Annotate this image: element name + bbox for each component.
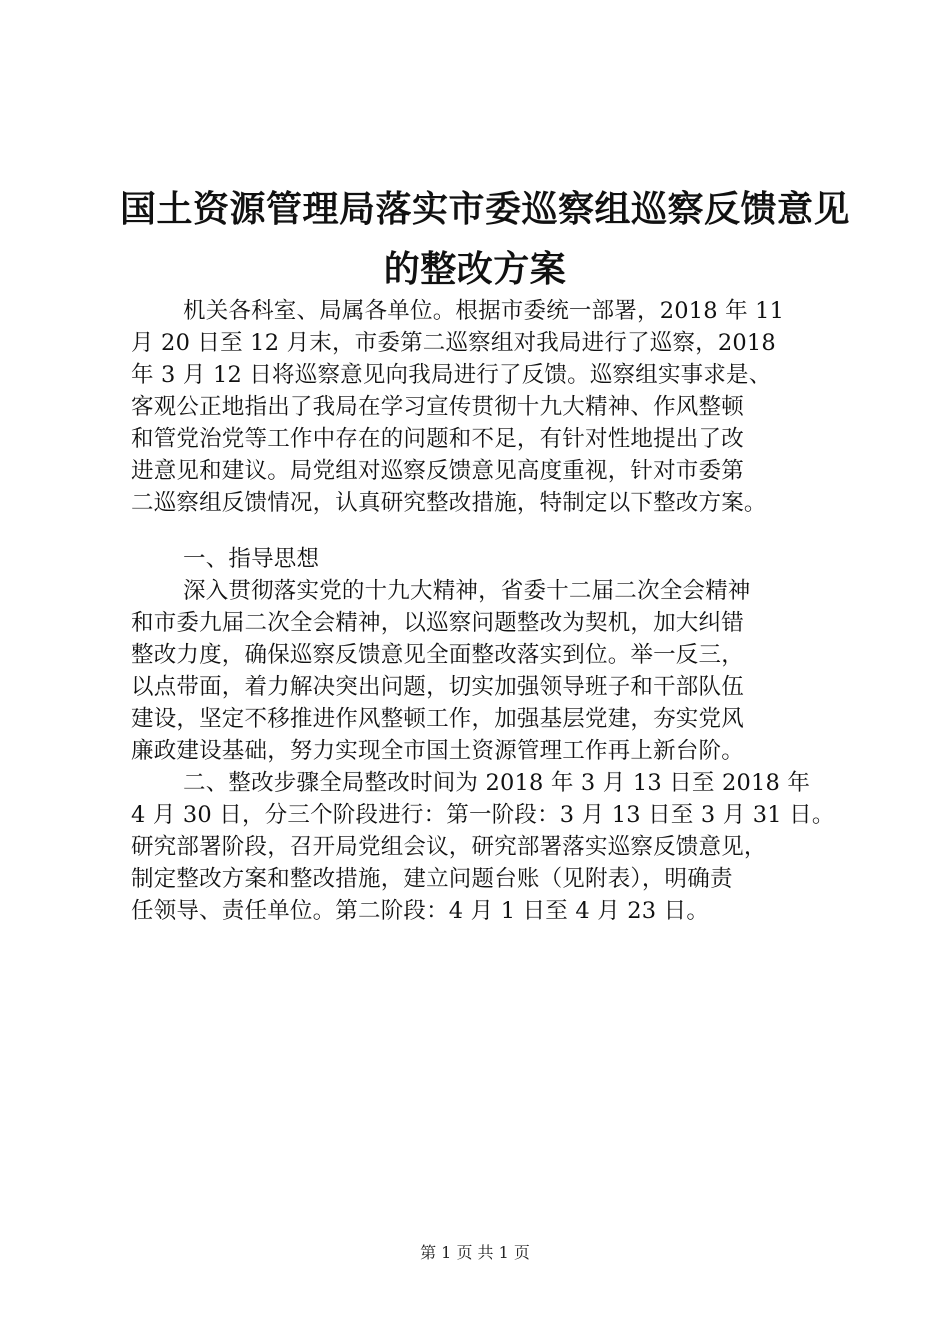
section2-line-3: 研究部署阶段，召开局党组会议，研究部署落实巡察反馈意见， (131, 834, 767, 860)
intro-line-5: 和管党治党等工作中存在的问题和不足，有针对性地提出了改 (131, 426, 744, 452)
section1-heading: 一、指导思想 (183, 546, 320, 572)
section2-line-1: 二、整改步骤全局整改时间为 2018 年 3 月 13 日至 2018 年 (183, 770, 811, 796)
section1-line-3: 整改力度，确保巡察反馈意见全面整改落实到位。举一反三， (131, 642, 744, 668)
intro-line-4: 客观公正地指出了我局在学习宣传贯彻十九大精神、作风整顿 (131, 394, 744, 420)
section2-line-4: 制定整改方案和整改措施，建立问题台账（见附表），明确责 (131, 866, 733, 892)
section2-line-5: 任领导、责任单位。第二阶段：4 月 1 日至 4 月 23 日。 (131, 898, 710, 924)
section1-line-1: 深入贯彻落实党的十九大精神，省委十二届二次全会精神 (183, 578, 751, 604)
document-title-line-2: 的整改方案 (383, 248, 567, 290)
intro-line-1: 机关各科室、局属各单位。根据市委统一部署，2018 年 11 (183, 298, 785, 324)
intro-line-7: 二巡察组反馈情况，认真研究整改措施，特制定以下整改方案。 (131, 490, 767, 516)
intro-line-2: 月 20 日至 12 月末，市委第二巡察组对我局进行了巡察，2018 (131, 330, 776, 356)
section2-line-2: 4 月 30 日，分三个阶段进行：第一阶段：3 月 13 日至 3 月 31 日。 (131, 802, 835, 828)
section1-line-5: 建设，坚定不移推进作风整顿工作，加强基层党建，夯实党风 (131, 706, 744, 732)
intro-line-6: 进意见和建议。局党组对巡察反馈意见高度重视，针对市委第 (131, 458, 744, 484)
intro-line-3: 年 3 月 12 日将巡察意见向我局进行了反馈。巡察组实事求是、 (131, 362, 772, 388)
document-title-line-1: 国土资源管理局落实市委巡察组巡察反馈意见 (120, 188, 851, 230)
page-footer: 第 1 页 共 1 页 (420, 1243, 530, 1262)
section1-line-6: 廉政建设基础，努力实现全市国土资源管理工作再上新台阶。 (131, 738, 744, 764)
section1-line-4: 以点带面，着力解决突出问题，切实加强领导班子和干部队伍 (131, 674, 744, 700)
section1-line-2: 和市委九届二次全会精神，以巡察问题整改为契机，加大纠错 (131, 610, 744, 636)
